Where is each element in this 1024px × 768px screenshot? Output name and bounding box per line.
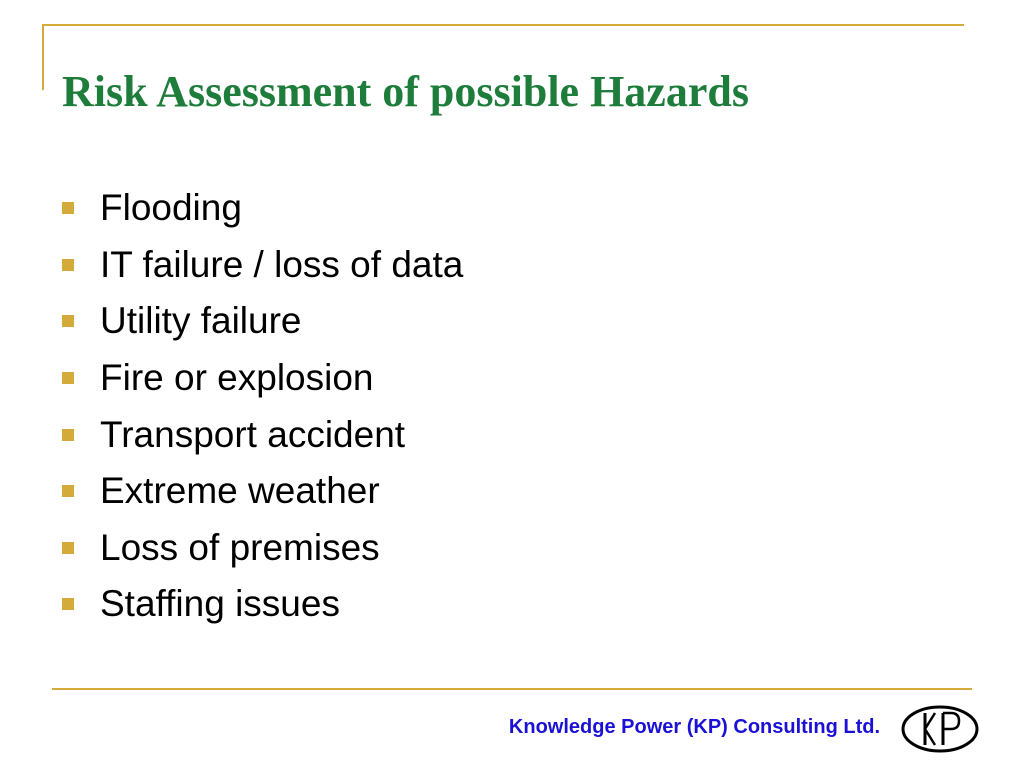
- square-bullet-icon: [62, 372, 74, 384]
- bullet-item-transport-accident: [62, 406, 463, 463]
- bullet-text: Loss of premises: [100, 526, 380, 568]
- bullet-item-flooding: [62, 180, 463, 237]
- bullet-text: IT failure / loss of data: [100, 243, 464, 285]
- square-bullet-icon: [62, 485, 74, 497]
- square-bullet-icon: [62, 542, 74, 554]
- slide-title: Risk Assessment of possible Hazards: [62, 67, 749, 116]
- footer-rule: [52, 688, 972, 690]
- square-bullet-icon: [62, 598, 74, 610]
- square-bullet-icon: [62, 259, 74, 271]
- kp-logo-icon: [899, 703, 981, 755]
- square-bullet-icon: [62, 429, 74, 441]
- bullet-item-staffing-issues: [62, 576, 463, 633]
- square-bullet-icon: [62, 315, 74, 327]
- frame-left-rule: [42, 24, 44, 90]
- bullet-text: Flooding: [100, 187, 242, 229]
- bullet-text: Fire or explosion: [100, 357, 374, 399]
- bullet-text: Staffing issues: [100, 583, 340, 625]
- square-bullet-icon: [62, 202, 74, 214]
- bullet-item-loss-of-premises: [62, 520, 463, 577]
- bullet-text: Transport accident: [100, 413, 406, 455]
- bullet-item-it-failure: [62, 237, 463, 294]
- bullet-text: Extreme weather: [100, 470, 380, 512]
- bullet-item-fire-explosion: [62, 350, 463, 407]
- frame-top-rule: [42, 24, 964, 26]
- bullet-list: [62, 180, 463, 633]
- bullet-item-extreme-weather: [62, 463, 463, 520]
- bullet-item-utility-failure: [62, 293, 463, 350]
- bullet-text: Utility failure: [100, 300, 302, 342]
- footer-company-name: Knowledge Power (KP) Consulting Ltd.: [508, 716, 880, 738]
